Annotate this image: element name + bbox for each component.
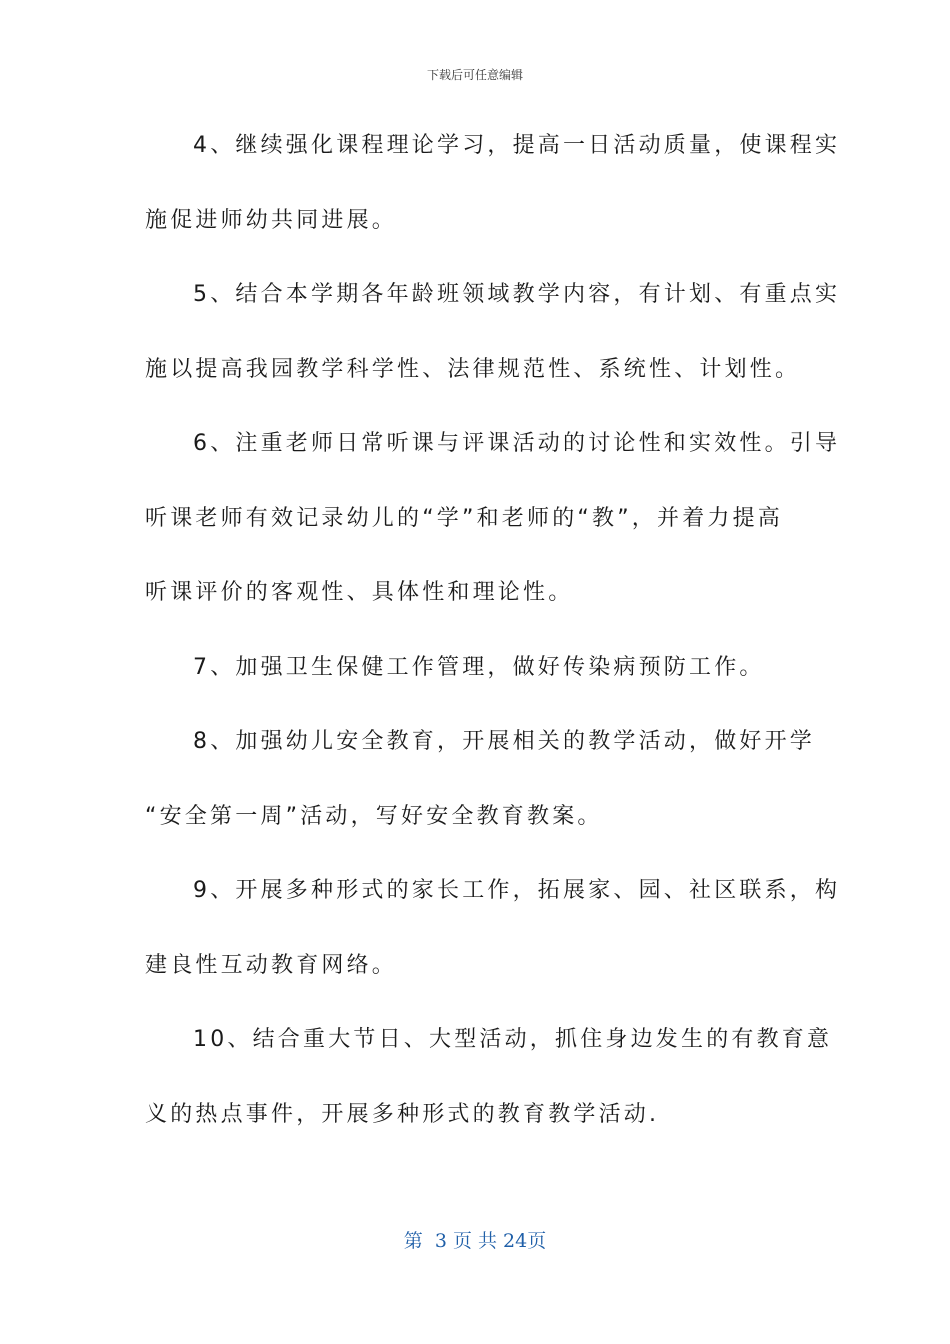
document-body	[145, 120, 841, 1163]
text-line: 9、开展多种形式的家长工作，拓展家、园、社区联系，构	[193, 878, 841, 903]
page-footer	[0, 1226, 950, 1253]
text-line: 听课老师有效记录幼儿的“学”和老师的“教”，并着力提高	[145, 505, 783, 531]
text-line: 施促进师幼共同进展。	[145, 207, 398, 233]
page-header: 下载后可任意编辑	[426, 68, 523, 82]
text-line: 义的热点事件，开展多种形式的教育教学活动.	[145, 1101, 660, 1127]
text-line: 听课评价的客观性、具体性和理论性。	[145, 580, 574, 605]
page-number: 第 3 页 共 24页	[403, 1230, 547, 1252]
text-line: 8、加强幼儿安全教育，开展相关的教学活动，做好开学	[193, 729, 815, 754]
text-line: 10、结合重大节日、大型活动，抓住身边发生的有教育意	[193, 1027, 833, 1052]
text-line: 施以提高我园教学科学性、法律规范性、系统性、计划性。	[145, 356, 801, 382]
text-line: 7、加强卫生保健工作管理，做好传染病预防工作。	[193, 654, 765, 680]
text-line: 4、继续强化课程理论学习，提高一日活动质量，使课程实	[193, 133, 841, 158]
text-line: “安全第一周”活动，写好安全教育教案。	[145, 803, 603, 829]
text-line: 6、注重老师日常听课与评课活动的讨论性和实效性。引导	[193, 431, 841, 456]
text-line: 建良性互动教育网络。	[145, 952, 398, 978]
text-line: 5、结合本学期各年龄班领域教学内容，有计划、有重点实	[193, 282, 841, 307]
